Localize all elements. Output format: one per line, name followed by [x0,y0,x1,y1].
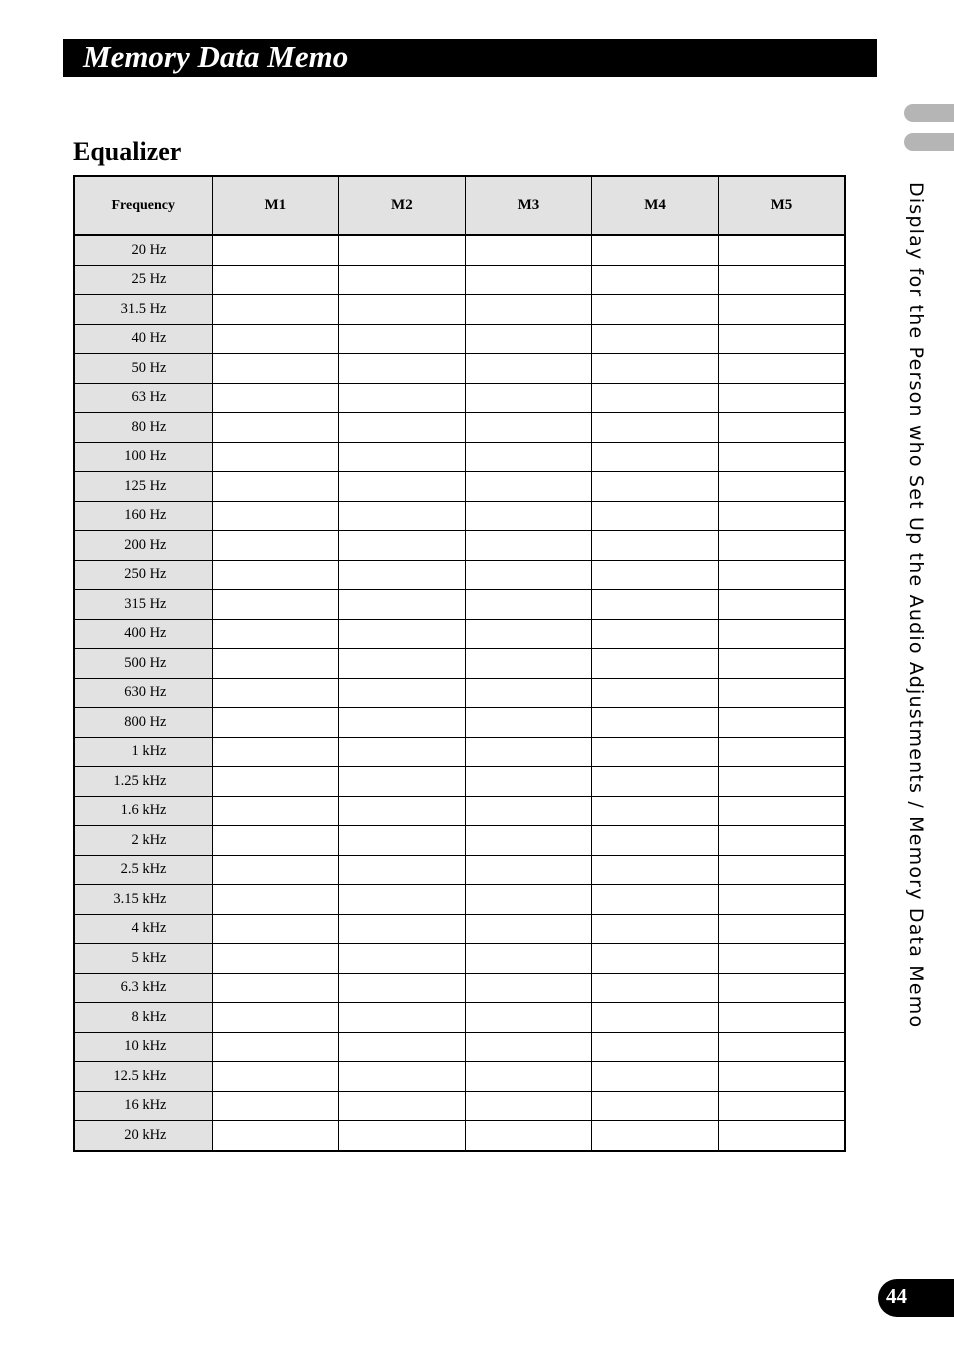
frequency-cell: 100 Hz [74,442,212,472]
memo-cell-m2 [339,590,466,620]
memo-cell-m1 [212,235,339,265]
memo-cell-m2 [339,1121,466,1151]
column-header-m1: M1 [212,176,339,235]
memo-cell-m1 [212,531,339,561]
table-row [74,914,845,944]
memo-cell-m4 [592,560,719,590]
table-row [74,1121,845,1151]
table-row [74,678,845,708]
memo-cell-m5 [718,324,845,354]
memo-cell-m5 [718,383,845,413]
frequency-cell: 40 Hz [74,324,212,354]
memo-cell-m2 [339,501,466,531]
memo-cell-m4 [592,324,719,354]
memo-cell-m3 [465,649,592,679]
memo-cell-m5 [718,649,845,679]
page-number-badge [878,1279,954,1317]
memo-cell-m2 [339,472,466,502]
memo-cell-m2 [339,708,466,738]
column-header-frequency: Frequency [74,176,212,235]
table-row [74,354,845,384]
memo-cell-m4 [592,501,719,531]
memo-cell-m3 [465,1032,592,1062]
memo-cell-m3 [465,265,592,295]
frequency-cell: 2 kHz [74,826,212,856]
memo-cell-m5 [718,590,845,620]
frequency-cell: 630 Hz [74,678,212,708]
frequency-cell: 3.15 kHz [74,885,212,915]
memo-cell-m4 [592,1091,719,1121]
memo-cell-m1 [212,649,339,679]
memo-cell-m3 [465,678,592,708]
memo-cell-m4 [592,472,719,502]
memo-cell-m5 [718,1032,845,1062]
memo-cell-m1 [212,973,339,1003]
memo-cell-m4 [592,1003,719,1033]
memo-cell-m1 [212,737,339,767]
frequency-cell: 315 Hz [74,590,212,620]
memo-cell-m1 [212,767,339,797]
memo-cell-m5 [718,796,845,826]
side-tab-marker [904,104,954,122]
memo-cell-m2 [339,1003,466,1033]
memo-cell-m1 [212,826,339,856]
frequency-cell: 50 Hz [74,354,212,384]
table-row [74,324,845,354]
memo-cell-m2 [339,295,466,325]
column-header-m4: M4 [592,176,719,235]
memo-cell-m4 [592,590,719,620]
memo-cell-m3 [465,442,592,472]
memo-cell-m2 [339,944,466,974]
table-row [74,855,845,885]
memo-cell-m1 [212,472,339,502]
memo-cell-m5 [718,295,845,325]
memo-cell-m2 [339,354,466,384]
memo-cell-m1 [212,708,339,738]
memo-cell-m3 [465,560,592,590]
memo-cell-m2 [339,796,466,826]
memo-cell-m2 [339,560,466,590]
memo-cell-m1 [212,324,339,354]
frequency-cell: 1 kHz [74,737,212,767]
memo-cell-m4 [592,855,719,885]
table-row [74,1062,845,1092]
table-row [74,1091,845,1121]
memo-cell-m2 [339,383,466,413]
frequency-cell: 12.5 kHz [74,1062,212,1092]
memo-cell-m1 [212,796,339,826]
memo-cell-m4 [592,826,719,856]
memo-cell-m3 [465,708,592,738]
column-header-m5: M5 [718,176,845,235]
memo-cell-m5 [718,235,845,265]
table-row [74,265,845,295]
memo-cell-m3 [465,413,592,443]
memo-cell-m3 [465,1062,592,1092]
memo-cell-m5 [718,1121,845,1151]
memo-cell-m4 [592,944,719,974]
table-row [74,885,845,915]
memo-cell-m4 [592,796,719,826]
frequency-cell: 400 Hz [74,619,212,649]
memo-cell-m1 [212,1003,339,1033]
memo-cell-m3 [465,1091,592,1121]
table-row [74,944,845,974]
table-row [74,531,845,561]
table-row [74,649,845,679]
frequency-cell: 800 Hz [74,708,212,738]
table-header-row [74,176,845,235]
memo-cell-m2 [339,737,466,767]
memo-cell-m3 [465,737,592,767]
memo-cell-m4 [592,354,719,384]
table-row [74,442,845,472]
frequency-cell: 160 Hz [74,501,212,531]
frequency-cell: 16 kHz [74,1091,212,1121]
table-row [74,383,845,413]
frequency-cell: 80 Hz [74,413,212,443]
memo-cell-m5 [718,855,845,885]
memo-cell-m4 [592,885,719,915]
memo-cell-m5 [718,501,845,531]
memo-cell-m3 [465,324,592,354]
frequency-cell: 8 kHz [74,1003,212,1033]
memo-cell-m5 [718,413,845,443]
table-row [74,295,845,325]
frequency-cell: 500 Hz [74,649,212,679]
memo-cell-m4 [592,678,719,708]
table-row [74,619,845,649]
memo-cell-m2 [339,442,466,472]
frequency-cell: 5 kHz [74,944,212,974]
memo-cell-m1 [212,265,339,295]
table-row [74,826,845,856]
memo-cell-m1 [212,413,339,443]
table-body [74,235,845,1151]
memo-cell-m3 [465,295,592,325]
frequency-cell: 6.3 kHz [74,973,212,1003]
memo-cell-m2 [339,826,466,856]
frequency-cell: 20 kHz [74,1121,212,1151]
memo-cell-m5 [718,354,845,384]
header-bar [63,39,877,77]
memo-cell-m2 [339,914,466,944]
memo-cell-m4 [592,914,719,944]
memo-cell-m1 [212,501,339,531]
memo-cell-m5 [718,914,845,944]
memo-cell-m2 [339,649,466,679]
memo-cell-m2 [339,767,466,797]
table-row [74,235,845,265]
memo-cell-m1 [212,914,339,944]
table-row [74,413,845,443]
frequency-cell: 1.25 kHz [74,767,212,797]
memo-cell-m5 [718,265,845,295]
memo-cell-m3 [465,235,592,265]
memo-cell-m2 [339,855,466,885]
memo-cell-m5 [718,442,845,472]
memo-cell-m5 [718,767,845,797]
memo-cell-m1 [212,354,339,384]
memo-cell-m3 [465,1121,592,1151]
memo-cell-m1 [212,944,339,974]
memo-cell-m5 [718,944,845,974]
memo-cell-m2 [339,885,466,915]
memo-cell-m1 [212,1121,339,1151]
memo-cell-m5 [718,1003,845,1033]
memo-cell-m5 [718,826,845,856]
memo-cell-m4 [592,383,719,413]
column-header-m3: M3 [465,176,592,235]
memo-cell-m1 [212,295,339,325]
memo-cell-m3 [465,973,592,1003]
equalizer-memo-table [73,175,846,1152]
memo-cell-m3 [465,855,592,885]
memo-cell-m1 [212,560,339,590]
memo-cell-m1 [212,442,339,472]
table-row [74,1032,845,1062]
memo-cell-m5 [718,678,845,708]
frequency-cell: 125 Hz [74,472,212,502]
memo-cell-m1 [212,590,339,620]
column-header-m2: M2 [339,176,466,235]
page-title: Memory Data Memo [83,39,349,74]
memo-cell-m4 [592,1032,719,1062]
memo-cell-m1 [212,383,339,413]
memo-cell-m4 [592,265,719,295]
memo-cell-m4 [592,649,719,679]
frequency-cell: 2.5 kHz [74,855,212,885]
memo-cell-m3 [465,501,592,531]
frequency-cell: 1.6 kHz [74,796,212,826]
frequency-cell: 63 Hz [74,383,212,413]
memo-cell-m2 [339,1062,466,1092]
memo-cell-m3 [465,619,592,649]
frequency-cell: 20 Hz [74,235,212,265]
table-row [74,737,845,767]
memo-cell-m1 [212,1032,339,1062]
memo-cell-m4 [592,235,719,265]
memo-cell-m1 [212,1062,339,1092]
memo-cell-m2 [339,1032,466,1062]
frequency-cell: 25 Hz [74,265,212,295]
memo-cell-m3 [465,354,592,384]
table-row [74,590,845,620]
memo-cell-m4 [592,973,719,1003]
memo-cell-m5 [718,708,845,738]
frequency-cell: 4 kHz [74,914,212,944]
memo-cell-m3 [465,1003,592,1033]
side-section-label: Display for the Person who Set Up the Audio Adjustments / Memory Data Memo [905,182,927,1029]
memo-cell-m5 [718,737,845,767]
table-row [74,767,845,797]
memo-cell-m3 [465,531,592,561]
memo-cell-m4 [592,708,719,738]
memo-cell-m5 [718,472,845,502]
memo-cell-m2 [339,973,466,1003]
memo-cell-m4 [592,767,719,797]
table-row [74,973,845,1003]
memo-cell-m2 [339,235,466,265]
memo-cell-m3 [465,383,592,413]
memo-cell-m2 [339,1091,466,1121]
memo-cell-m1 [212,619,339,649]
table-row [74,1003,845,1033]
memo-cell-m3 [465,472,592,502]
memo-cell-m4 [592,442,719,472]
memo-cell-m3 [465,767,592,797]
memo-cell-m3 [465,826,592,856]
memo-cell-m3 [465,885,592,915]
memo-cell-m2 [339,324,466,354]
memo-cell-m1 [212,885,339,915]
memo-cell-m2 [339,619,466,649]
table-row [74,560,845,590]
table-row [74,472,845,502]
memo-cell-m3 [465,590,592,620]
table-row [74,796,845,826]
memo-cell-m5 [718,1062,845,1092]
frequency-cell: 31.5 Hz [74,295,212,325]
table-row [74,708,845,738]
memo-cell-m5 [718,531,845,561]
memo-cell-m3 [465,944,592,974]
side-tab-marker [904,133,954,151]
memo-cell-m4 [592,295,719,325]
memo-cell-m2 [339,678,466,708]
memo-cell-m4 [592,1062,719,1092]
memo-cell-m4 [592,737,719,767]
memo-cell-m1 [212,855,339,885]
memo-cell-m2 [339,413,466,443]
memo-cell-m3 [465,796,592,826]
memo-cell-m4 [592,619,719,649]
memo-cell-m1 [212,678,339,708]
frequency-cell: 10 kHz [74,1032,212,1062]
memo-cell-m4 [592,413,719,443]
memo-cell-m4 [592,531,719,561]
memo-cell-m3 [465,914,592,944]
memo-cell-m5 [718,885,845,915]
section-title: Equalizer [73,137,182,166]
table-row [74,501,845,531]
page-number: 44 [886,1284,907,1308]
memo-cell-m5 [718,619,845,649]
memo-cell-m2 [339,265,466,295]
frequency-cell: 250 Hz [74,560,212,590]
memo-cell-m5 [718,973,845,1003]
memo-cell-m1 [212,1091,339,1121]
memo-cell-m4 [592,1121,719,1151]
memo-cell-m2 [339,531,466,561]
frequency-cell: 200 Hz [74,531,212,561]
memo-cell-m5 [718,560,845,590]
memo-cell-m5 [718,1091,845,1121]
